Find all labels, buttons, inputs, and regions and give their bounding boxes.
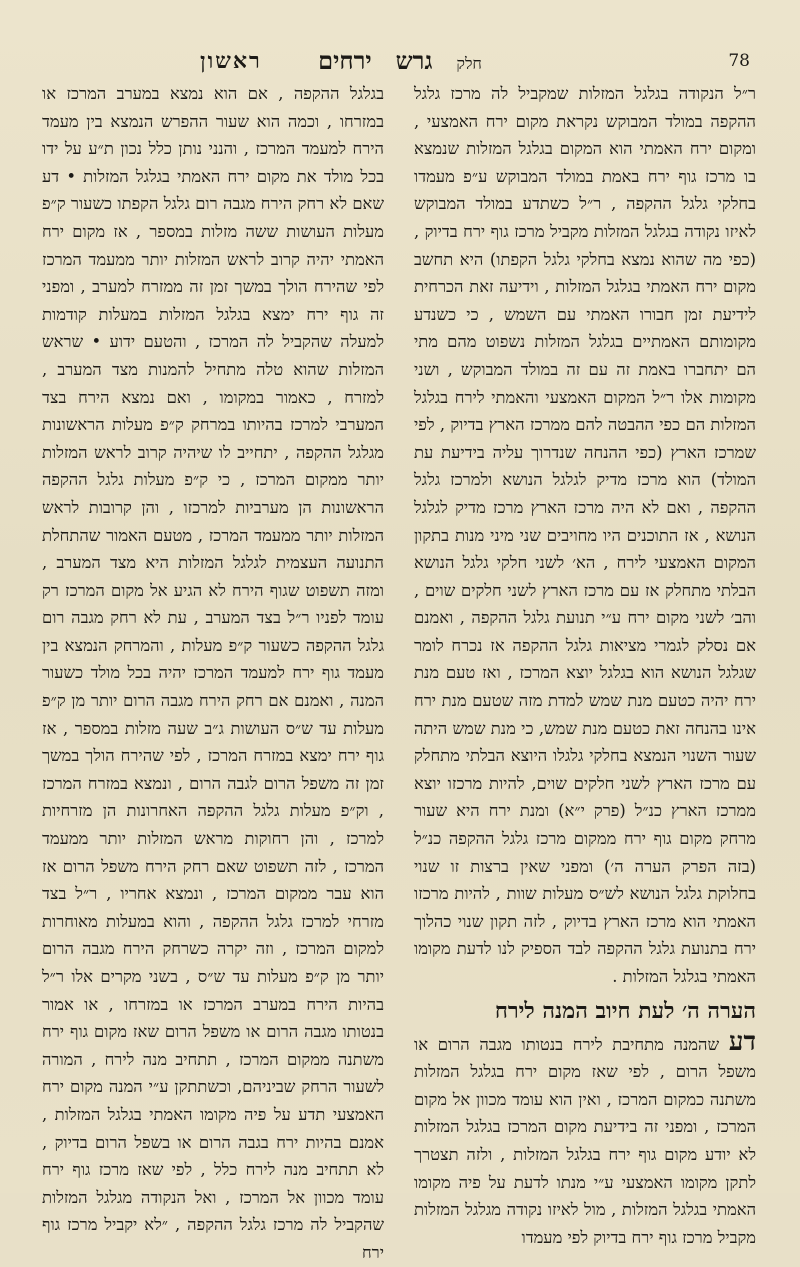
text-columns [42, 80, 756, 1262]
dropcap-word: דע [728, 1026, 756, 1057]
right-column-paragraph-2 [414, 1026, 756, 1252]
header-part-ordinal: ראשון [200, 48, 262, 74]
header-part-label: חלק [456, 54, 482, 73]
right-column-paragraph-2-text: שהמנה מתחיבת לירח בנטותו מגבה הרום או משפל הרום , לפי שאז מקום ירח בגלגל המזלות משתנה כמקום המרכז , ואין הוא עומד מכוון אל מקום המרכז , ומפני זה בידיעת מקום המרכז בגלגל המזלות לא יודע מקום גוף ירח בגלגל המזלות , ולזה תצטרך לתקן מקומו האמצעי ע״י מנתו לדעת על פיה מקומו האמתי בגלגל המזלות , מול לאיזו נקודה מגלגל המזלות מקביל מרכז גוף ירח בדיוק לפי מעמדו [414, 1034, 756, 1247]
header-title [318, 46, 482, 76]
page-number: 78 [728, 51, 750, 71]
header-title-word1: גרש [395, 46, 433, 75]
running-header [50, 44, 750, 78]
left-column-paragraph-1: בגלגל ההקפה , אם הוא נמצא במערב המרכז או במזרחו , וכמה הוא שעור ההפרש הנמצא בין מעמד הירח למעמד המרכז , והנני נותן כלל נכון ת״ע על ידו בכל מולד את מקום ירח האמתי בגלגל המזלות • דע שאם לא רחק הירח מגבה רום גלגל הקפתו כשעור ק״פ מעלות העושות ששה מזלות במספר , אז מקום ירח האמתי יהיה קרוב לראש המזלות יותר ממעמד המרכז לפי שהירח הולך במשך זמן זה ממזרח למערב , ומפני זה גוף ירח ימצא בגלגל המזלות במעלות קודמות למעלה שהקביל לה המרכז , והטעם ידוע • שראש המזלות שהוא טלה מתחיל להמנות מצד המערב , למזרח , כאמור במקומו , ואם נמצא הירח בצד המערבי למרכז בהיותו במרחק ק״פ מעלות הראשונות מגלגל ההקפה , יתחייב לו שיהיה קרוב לראש המזלות יותר ממקום המרכז , כי ק״פ מעלות גלגל ההקפה הראשונות הן מערביות למרכזו , והן קרובות לראש המזלות יותר ממעמד המרכז , מטעם האמור שהתחלת התנועה העצמית לגלגל המזלות היא מצד המערב , ומזה תשפוט שגוף הירח לא הגיע אל מקום המרכז רק עומד לפניו ר״ל בצד המערב , עת לא רחק מגבה רום גלגל ההקפה כשעור ק״פ מעלות , והמרחק הנמצא בין מעמד גוף ירח למעמד המרכז יהיה בכל מולד כשעור המנה , ואמנם אם רחק הירח מגבה הרום יותר מן ק״פ מעלות עד ש״ס העושות ג״ב שעה מזלות במספר , אז גוף ירח ימצא במזרח המרכז , לפי שהירח הולך במשך זמן זה משפל הרום לגבה הרום , ונמצא במזרח המרכז , וק״פ מעלות גלגל ההקפה האחרונות הן מזרחיות למרכז , והן רחוקות מראש המזלות יותר ממעמד המרכז , לזה תשפוט שאם רחק הירח משפל הרום אז הוא עבר ממקום המרכז , ונמצא אחריו , ר״ל בצד מזרחי למרכז גלגל ההקפה , והוא במעלות מאוחרות למקום המרכז , וזה יקרה כשרחק הירח מגבה הרום יותר מן ק״פ מעלות עד ש״ס , בשני מקרים אלו ר״ל בהיות הירח במערב המרכז או במזרחו , או אמור בנטותו מגבה הרום או משפל הרום שאז מקום גוף ירח משתנה ממקום המרכז , תתחיב מנה לירח , המורה לשעור הרחק שביניהם, וכשתתקן ע״י המנה מקום ירח האמצעי תדע על פיה מקומו האמתי בגלגל המזלות , אמנם בהיות ירח בגבה הרום או בשפל הרום בדיוק , לא תתחיב מנה לירח כלל , לפי שאז מרכז גוף ירח עומד מכוון אל המרכז , ואל הנקודה מגלגל המזלות שהקביל לה מרכז גלגל ההקפה , ״לא יקביל מרכז גוף ירח [42, 84, 384, 1262]
right-column-paragraph-1: ר״ל הנקודה בגלגל המזלות שמקביל לה מרכז גלגל ההקפה במולד המבוקש נקראת מקום ירח האמצעי , ומקום ירח האמתי הוא המקום בגלגל המזלות שנמצא בו מרכז גוף ירח באמת במולד המבוקש ע״פ מעמדו בחלקי גלגל ההקפה , ר״ל כשתדע במולד המבוקש לאיזו נקודה בגלגל המזלות מקביל מרכז גוף ירח בדיוק , (כפי מה שהוא נמצא בחלקי גלגל הקפתו) היא תחשב מקום ירח האמתי בגלגל המזלות , וידיעה זאת הכרחית לידיעת זמן חבורו האמתי עם השמש , כי כשנדע מקומותם האמתיים בגלגל המזלות נשפוט מהם מתי הם יתחברו באמת זה עם זה במולד המבוקש , ושני מקומות אלו ר״ל המקום האמצעי והאמתי לירח בגלגל המזלות הם כפי ההבטה להם ממרכז הארץ בדיוק , לפי שמרכז הארץ (כפי ההנחה שנדרוך עליה בידיעת עת המולד) הוא מרכז מדיק לגלגל הנושא ולמרכז גלגל ההקפה , ואם לא היה מרכז הארץ מרכז מדיק לגלגל הנושא , אז התוכנים היו מחויבים שני מיני מנות בתקון המקום האמצעי לירח , הא׳ לשני חלקי גלגל הנושא הבלתי מתחלק אז עם מרכז הארץ לשני חלקים שוים , והב׳ לשני מקום ירח ע״י תנועת גלגל ההקפה , ואמנם אם נסלק לגמרי מציאות גלגל ההקפה אז נכרח לומר שגלגל הנושא הוא בגלגל יוצא המרכז , ואז טעם מנת ירח יהיה כטעם מנת שמש למדת מזה שטעם מנת ירח אינו בהנחה זאת כטעם מנת שמש, כי מנת שמש היתה שעור השנוי הנמצא בחלקי גלגלו היוצא הבלתי מתחלק עם מרכז הארץ לשני חלקים שוים, להיות מרכזו יוצא ממרכז הארץ כנ״ל (פרק י״א) ומנת ירח היא שעור מרחק מקום גוף ירח ממקום מרכז גלגל ההקפה כנ״ל (בזה הפרק הערה ה׳) ומפני שאין ברצות זו שנוי בחלוקת גלגל הנושא לש״ס מעלות שוות , להיות מרכזו האמתי הוא מרכז הארץ בדיוק , לזה תקון שנוי כהלוך ירח בתנועת גלגל ההקפה לבד הספיק לנו לדעת מקומו האמתי בגלגל המזלות . [414, 84, 756, 986]
section-heading: הערה ה׳ לעת חיוב המנה לירח [494, 997, 756, 1024]
left-column [42, 80, 384, 1262]
header-title-word2: ירחים [318, 46, 372, 75]
right-column [414, 80, 756, 1247]
